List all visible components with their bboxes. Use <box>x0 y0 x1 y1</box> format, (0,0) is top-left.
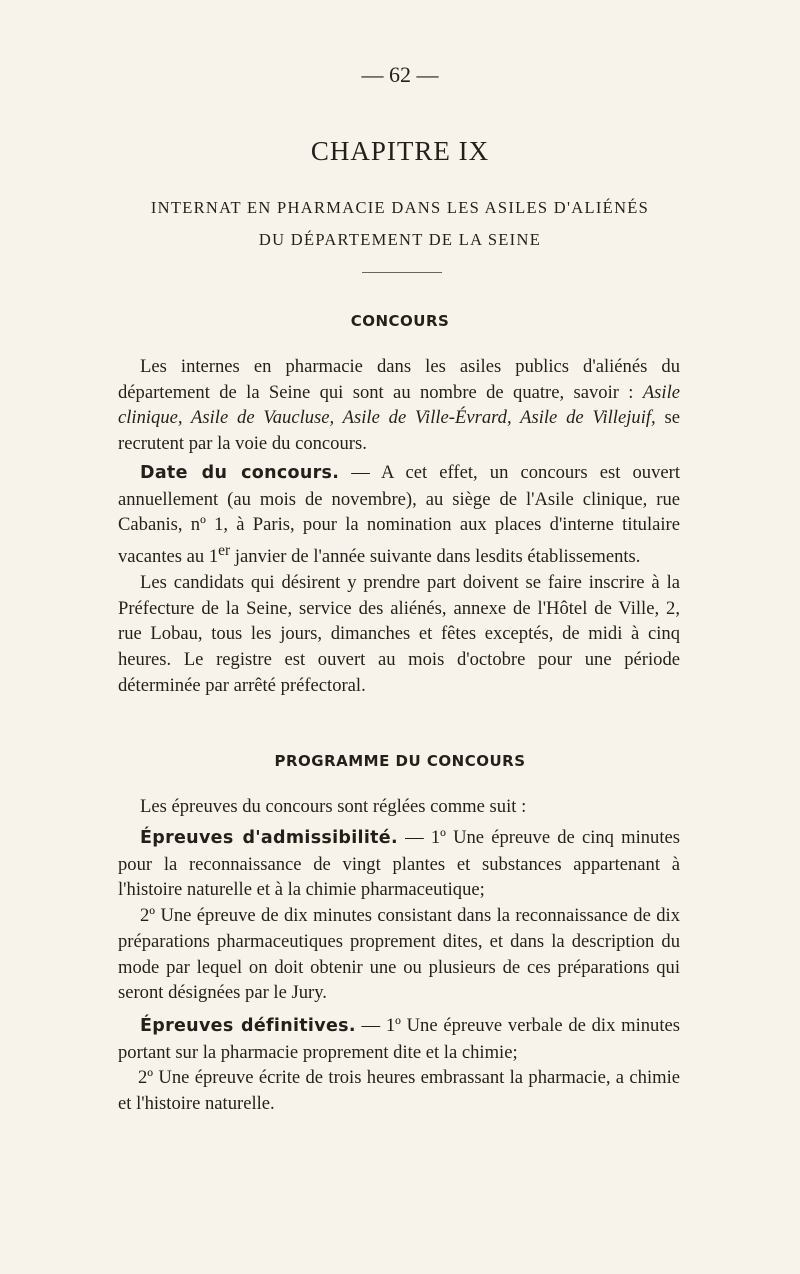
date-text-end: janvier de l'année suivante dans lesdits établissements. <box>230 546 641 568</box>
program-intro <box>118 794 680 820</box>
candidates-paragraph: Les candidats qui désirent y prendre part doivent se faire inscrire à la Préfecture de la Seine, service des aliénés, annexe de l'Hôtel de Ville, 2, rue Lobau, tous les jours, dimanches et fêtes exceptés, de midi à cinq heures. Le registre est ouvert au mois d'octobre pour une période déterminée par arrêté préfectoral. <box>118 572 680 696</box>
page-number: — 62 — <box>361 62 439 87</box>
definitive-lead: Épreuves définitives. <box>140 1016 356 1036</box>
definitive-paragraph <box>118 1013 680 1065</box>
chapter-title: CHAPITRE IX <box>310 136 490 166</box>
intro-paragraph <box>118 354 680 457</box>
program-intro-text: Les épreuves du concours sont réglées comme suit : <box>140 796 527 817</box>
definitive-text: — 1º Une épreuve verbale de dix minutes portant sur la pharmacie proprement dite et la chimie; <box>118 1015 680 1063</box>
section-heading-programme: PROGRAMME DU CONCOURS <box>274 752 526 770</box>
admissibility-second: 2º Une épreuve de dix minutes consistant dans la reconnaissance de dix préparations pharmaceutiques proprement dites, et dans la description du mode par lequel on doit obtenir une ou plusieurs de ces préparations qui seront désignées par le Jury. <box>118 905 680 1004</box>
date-section <box>118 460 680 699</box>
definitive-section <box>118 1013 680 1117</box>
section-heading-concours: CONCOURS <box>350 312 450 330</box>
date-text: — A cet effet, un concours est ouvert annuellement (au mois de novembre), au siège de l'Asile clinique, rue Cabanis, nº 1, à Paris, pour la nomination aux places d'interne titulaire vacantes au 1 <box>118 462 680 568</box>
date-paragraph <box>118 460 680 570</box>
admissibility-lead: Épreuves d'admissibilité. <box>140 828 398 848</box>
date-superscript: er <box>218 542 231 560</box>
date-lead: Date du concours. <box>140 463 340 483</box>
chapter-subtitle-line-1: INTERNAT EN PHARMACIE DANS LES ASILES D'ALIÉNÉS <box>150 198 650 217</box>
asile-list: Asile clinique, Asile de Vaucluse, Asile de Ville-Évrard, Asile de Villejuif, <box>118 381 680 429</box>
intro-text: Les internes en pharmacie dans les asiles publics d'aliénés du département de la Seine qui sont au nombre de quatre, savoir : <box>118 356 680 403</box>
chapter-subtitle-line-2: DU DÉPARTEMENT DE LA SEINE <box>258 230 542 249</box>
definitive-second: 2º Une épreuve écrite de trois heures embrassant la pharmacie, a chimie et l'histoire naturelle. <box>118 1067 680 1115</box>
separator-rule <box>362 272 442 273</box>
admissibility-section <box>118 825 680 1006</box>
intro-text-end: se recrutent par la voie du concours. <box>118 407 680 455</box>
admissibility-paragraph <box>118 825 680 903</box>
admissibility-text: — 1º Une épreuve de cinq minutes pour la reconnaissance de vingt plantes et substances appartenant à l'histoire naturelle et à la chimie pharmaceutique; <box>118 827 680 901</box>
